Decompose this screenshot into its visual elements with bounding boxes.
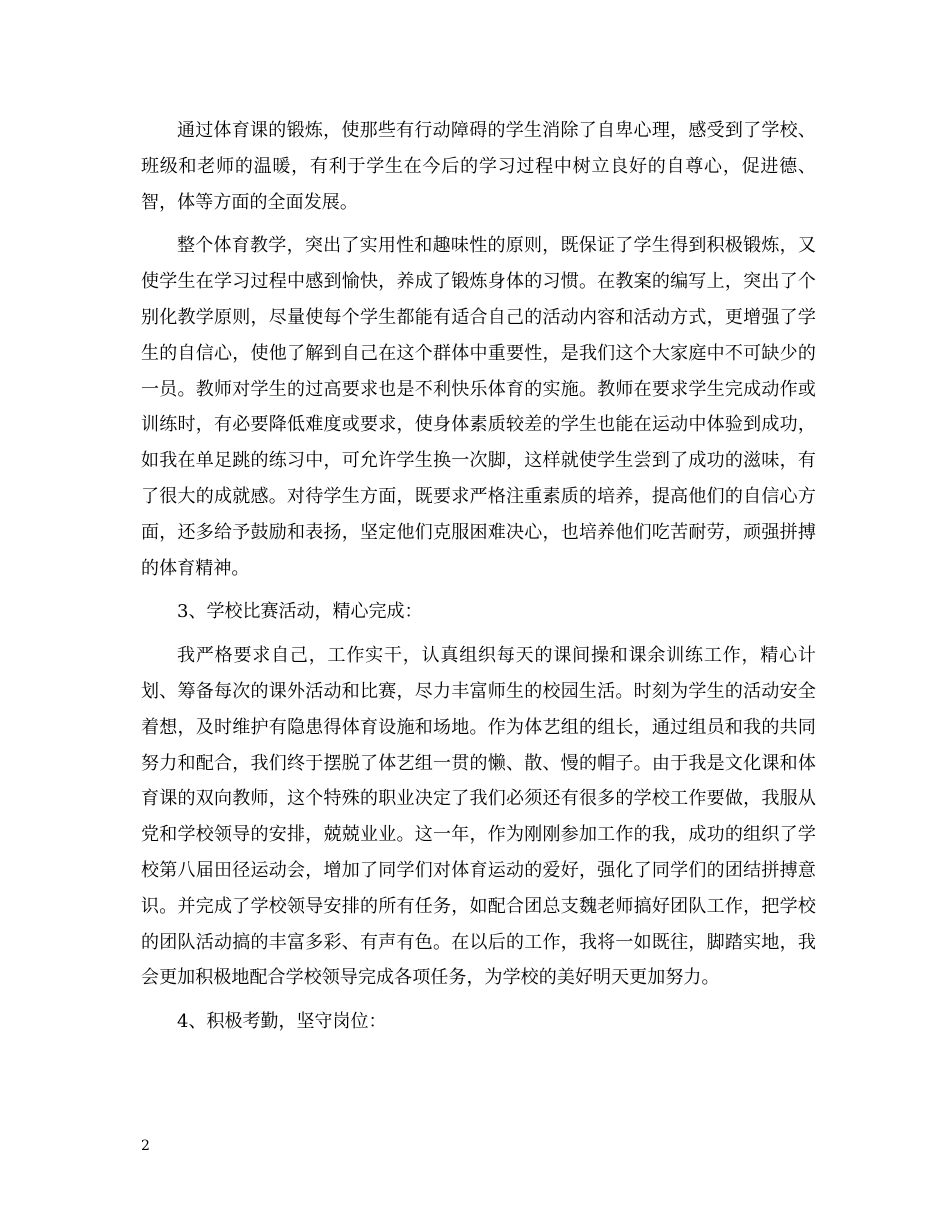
paragraph-school-activities: 我严格要求自己，工作实干，认真组织每天的课间操和课余训练工作，精心计划、筹备每次的课外活动和比赛，尽力丰富师生的校园生活。时刻为学生的活动安全着想，及时维护有隐患得体育设施和场地。作为体艺组的组长，通过组员和我的共同努力和配合，我们终于摆脱了体艺组一贯的懒、散、慢的帽子。由于我是文化课和体育课的双向教师，这个特殊的职业决定了我们必须还有很多的学校工作要做，我服从党和学校领导的安排，兢兢业业。这一年，作为刚刚参加工作的我，成功的组织了学校第八届田径运动会，增加了同学们对体育运动的爱好，强化了同学们的团结拼搏意识。并完成了学校领导安排的所有任务，如配合团总支魏老师搞好团队工作，把学校的团队活动搞的丰富多彩、有声有色。在以后的工作，我将一如既往，脚踏实地，我会更加积极地配合学校领导完成各项任务，为学校的美好明天更加努力。 <box>141 645 816 989</box>
paragraph-disability-students: 通过体育课的锻炼，使那些有行动障碍的学生消除了自卑心理，感受到了学校、班级和老师的温暖，有利于学生在今后的学习过程中树立良好的自尊心，促进德、智，体等方面的全面发展。 <box>141 120 816 213</box>
section-heading-attendance: 4、积极考勤，坚守岗位： <box>177 1011 387 1033</box>
section-heading-school-competitions: 3、学校比赛活动，精心完成： <box>177 601 423 623</box>
document-body <box>141 113 816 1048</box>
page-number: 2 <box>141 1138 150 1154</box>
paragraph-teaching-principles: 整个体育教学，突出了实用性和趣味性的原则，既保证了学生得到积极锻炼，又使学生在学习过程中感到愉快，养成了锻炼身体的习惯。在教案的编写上，突出了个别化教学原则，尽量使每个学生都能有适合自己的活动内容和活动方式，更增强了学生的自信心，使他了解到自己在这个群体中重要性，是我们这个大家庭中不可缺少的一员。教师对学生的过高要求也是不利快乐体育的实施。教师在要求学生完成动作或训练时，有必要降低难度或要求，使身体素质较差的学生也能在运动中体验到成功，如我在单足跳的练习中，可允许学生换一次脚，这样就使学生尝到了成功的滋味，有了很大的成就感。对待学生方面，既要求严格注重素质的培养，提高他们的自信心方面，还多给予鼓励和表扬，坚定他们克服困难决心，也培养他们吃苦耐劳，顽强拼搏的体育精神。 <box>141 235 816 579</box>
